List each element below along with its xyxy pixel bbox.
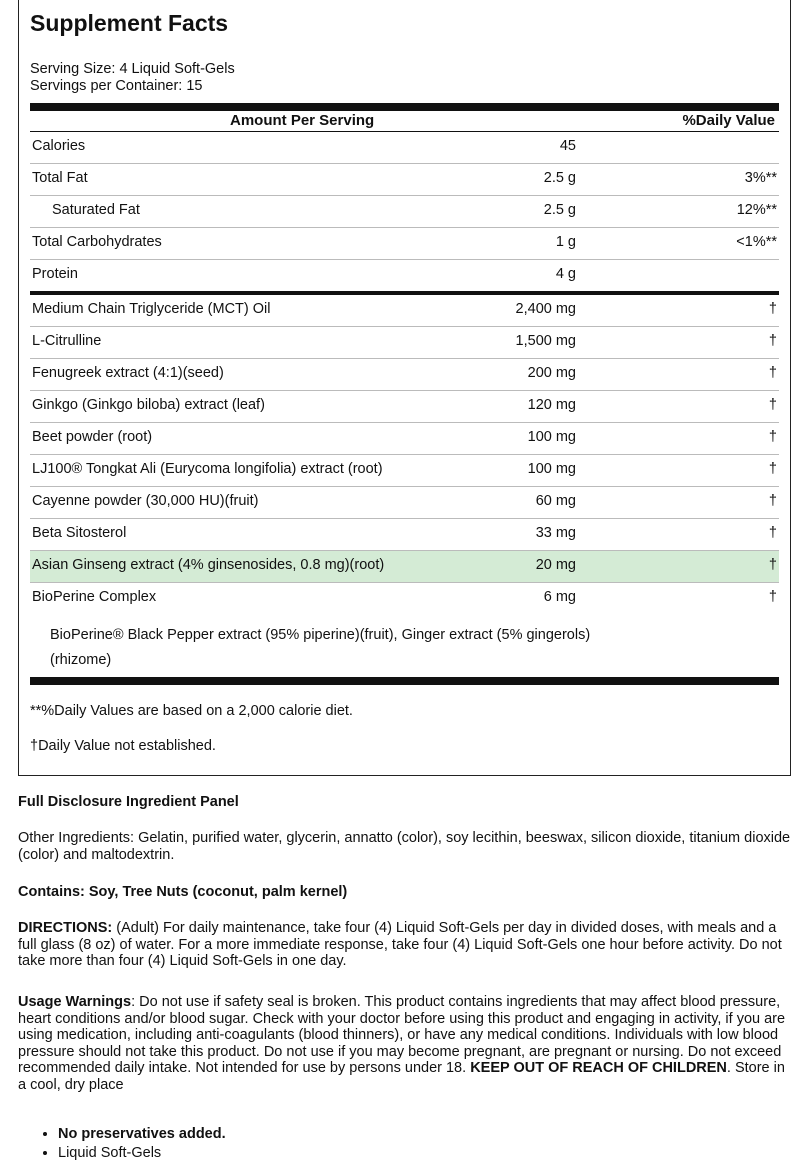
nutrient-amount: 2.5 g [543,202,576,218]
divider-thick-bottom [30,677,779,685]
nutrient-amount: 2.5 g [543,170,576,186]
feature-list [18,1125,226,1163]
nutrient-amount: 45 [559,138,576,154]
warnings-label: Usage Warnings [18,994,132,1010]
nutrient-name: Total Fat [32,170,88,186]
ingredient-dv: † [768,589,777,605]
ingredient-name: L-Citrulline [32,333,102,349]
nutrient-name: Protein [32,266,78,282]
ingredient-name: Medium Chain Triglyceride (MCT) Oil [32,301,271,317]
nutrient-dv: 12%** [736,202,777,218]
ingredient-dv: † [768,461,777,477]
serving-size: Serving Size: 4 Liquid Soft-Gels [30,61,235,77]
ingredient-name: LJ100® Tongkat Ali (Eurycoma longifolia) extract (root) [32,461,383,477]
ingredient-amount: 60 mg [535,493,576,509]
ingredient-dv: † [768,397,777,413]
list-item: • Liquid Soft-Gels [58,1144,226,1163]
table-row [30,295,779,327]
table-row [30,455,779,487]
ingredient-name: Fenugreek extract (4:1)(seed) [32,365,224,381]
warnings-end: . Store in a cool, dry place [18,1060,785,1093]
table-row [30,391,779,423]
servings-per-container: Servings per Container: 15 [30,78,203,94]
ingredient-amount: 1,500 mg [515,333,576,349]
supplement-facts-panel [18,0,791,776]
ingredient-name: Cayenne powder (30,000 HU)(fruit) [32,493,259,509]
nutrient-name: Saturated Fat [52,202,140,218]
table-row [30,327,779,359]
directions [18,920,794,970]
table-row [30,132,779,164]
warnings-keep-out: KEEP OUT OF REACH OF CHILDREN [470,1060,727,1076]
ingredient-amount: 6 mg [543,589,576,605]
header-amount: Amount Per Serving [230,112,375,129]
ingredient-name: Beta Sitosterol [32,525,127,541]
table-row [30,359,779,391]
ingredient-dv: † [768,365,777,381]
ingredient-amount: 2,400 mg [515,301,576,317]
ingredient-dv: † [768,333,777,349]
ingredient-dv: † [768,525,777,541]
table-row [30,423,779,455]
ingredient-dv: † [768,493,777,509]
ingredient-amount: 33 mg [535,525,576,541]
table-row [30,583,779,615]
nutrient-name: Calories [32,138,86,154]
directions-label: DIRECTIONS: [18,920,113,936]
nutrient-amount: 4 g [555,266,576,282]
ingredient-dv: † [768,557,777,573]
ingredient-amount: 120 mg [527,397,576,413]
ingredient-name: Ginkgo (Ginkgo biloba) extract (leaf) [32,397,265,413]
other-ingredients: Other Ingredients: Gelatin, purified water, glycerin, annatto (color), soy lecithin, beeswax, silicon dioxide, titanium dioxide (color) and maltodextrin. [18,830,791,863]
serving-info [30,61,235,95]
table-row [30,487,779,519]
table-header [30,111,779,132]
ingredient-dv: † [768,429,777,445]
list-item: • No preservatives added. [58,1125,226,1144]
nutrient-amount: 1 g [555,234,576,250]
ingredient-amount: 100 mg [527,429,576,445]
table-row [30,260,779,292]
footnote-dagger: †Daily Value not established. [30,738,216,754]
ingredient-name: Beet powder (root) [32,429,153,445]
header-daily-value: %Daily Value [682,112,775,129]
ingredient-dv: † [768,301,777,317]
table-row [30,196,779,228]
warnings-text: : Do not use if safety seal is broken. This product contains ingredients that may affect blood pressure, heart conditions and/or blood sugar. Check with your doctor before using this product and engaging in activity, if you are using medication, including anti-coagulants (blood thinners), or have any medical conditions. Individuals with low blood pressure should not take this product. Do not use if you may become pregnant, are pregnant or nursing. Do not exceed recommended daily intake. Not intended for use by persons under 18. [18,994,786,1076]
nutrient-name: Total Carbohydrates [32,234,162,250]
disclosure-heading: Full Disclosure Ingredient Panel [18,794,239,810]
contains-allergens: Contains: Soy, Tree Nuts (coconut, palm kernel) [18,884,348,900]
ingredient-amount: 200 mg [527,365,576,381]
usage-warnings [18,994,794,1093]
nutrient-dv: <1%** [736,234,777,250]
ingredient-name: Asian Ginseng extract (4% ginsenosides, 0.8 mg)(root) [32,557,385,573]
ingredient-amount: 20 mg [535,557,576,573]
table-row [30,519,779,551]
nutrient-dv: 3%** [744,170,777,186]
panel-title: Supplement Facts [30,10,229,36]
table-row-highlighted [30,551,779,583]
table-row [30,164,779,196]
divider-thick [30,103,779,111]
bioperine-detail: BioPerine® Black Pepper extract (95% piperine)(fruit), Ginger extract (5% gingerols)(rhizome) [50,627,591,668]
table-row [30,228,779,260]
ingredient-name: BioPerine Complex [32,589,157,605]
ingredient-amount: 100 mg [527,461,576,477]
footnote-daily-values: **%Daily Values are based on a 2,000 calorie diet. [30,703,353,719]
directions-text: (Adult) For daily maintenance, take four (4) Liquid Soft-Gels per day in divided doses, with meals and a full glass (8 oz) of water. For a more immediate response, take four (4) Liquid Soft-Gels one hour before activity. Do not take more than four (4) Liquid Soft-Gels in one day. [18,920,782,969]
